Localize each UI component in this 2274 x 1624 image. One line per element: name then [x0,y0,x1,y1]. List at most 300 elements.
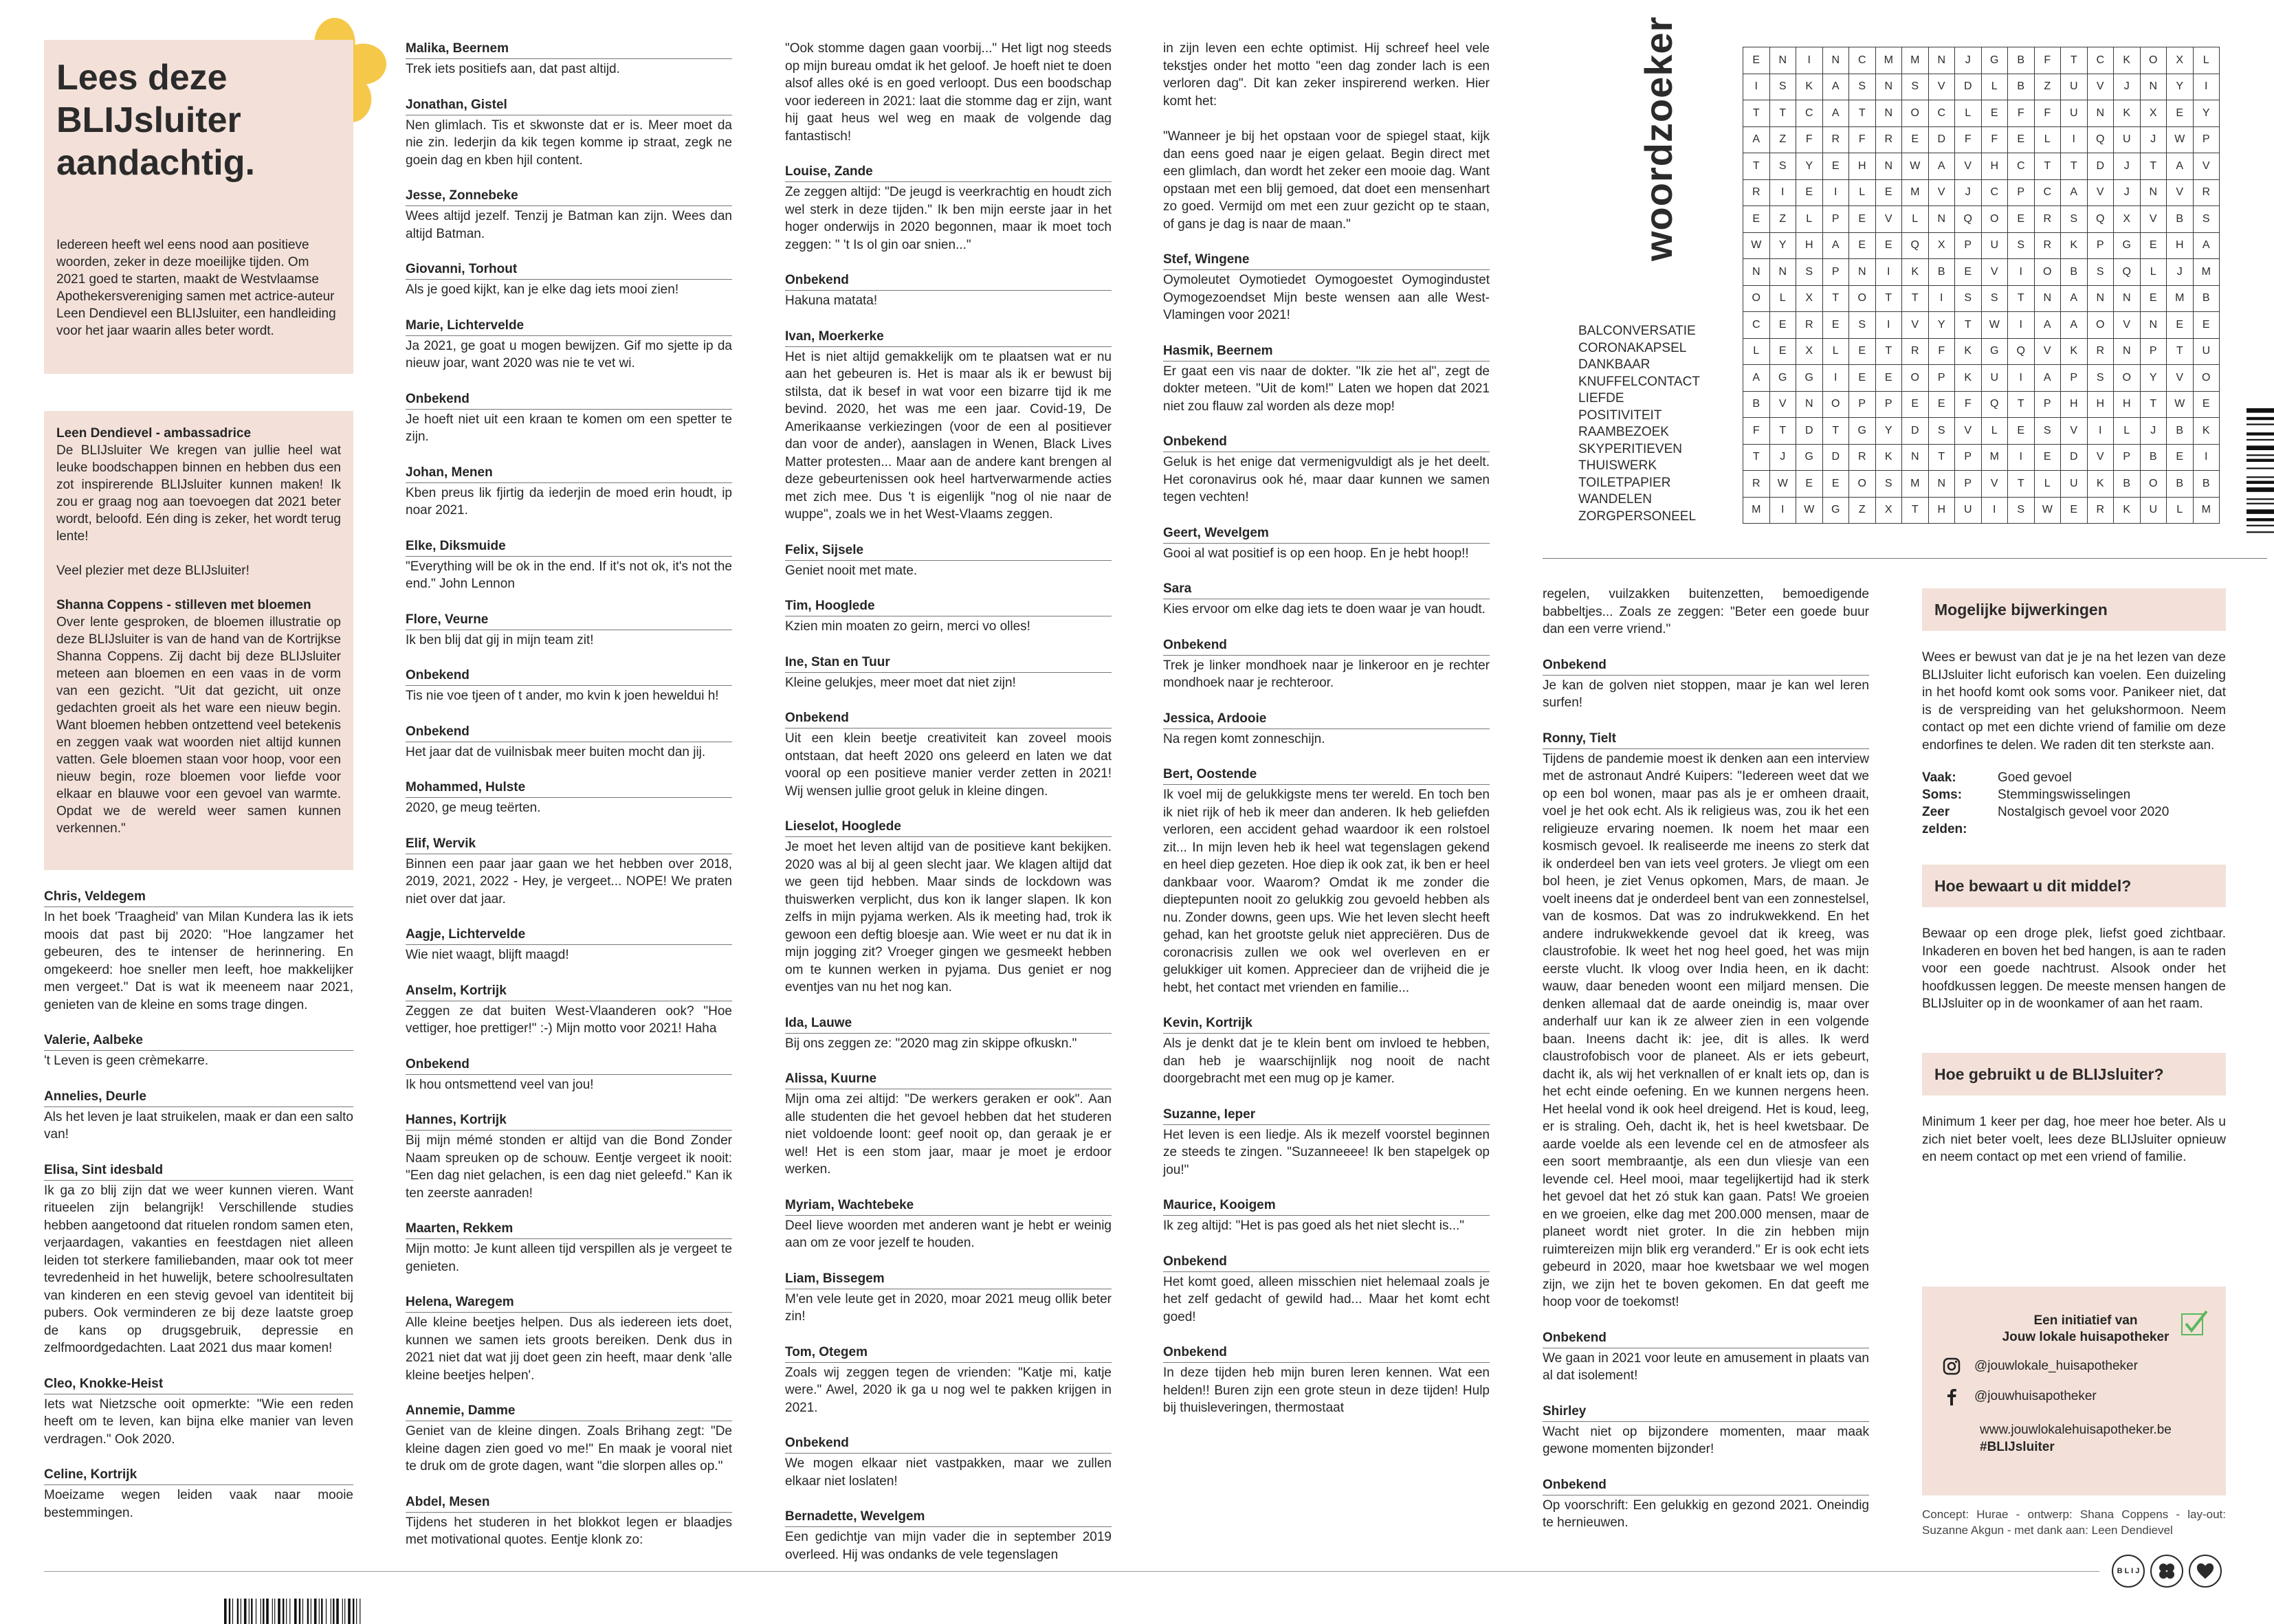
website-link[interactable]: www.jouwlokalehuisapotheker.be [1980,1423,2172,1437]
grid-letter[interactable]: S [2061,206,2088,233]
grid-letter[interactable]: T [1743,444,1770,471]
grid-letter[interactable]: N [2087,285,2114,312]
grid-letter[interactable]: K [2193,418,2220,445]
grid-letter[interactable]: L [1981,74,2008,100]
grid-letter[interactable]: D [1902,418,1929,445]
grid-letter[interactable]: O [1902,365,1929,392]
grid-letter[interactable]: N [2114,338,2141,365]
grid-letter[interactable]: S [1928,418,1955,445]
grid-letter[interactable]: E [2008,126,2035,153]
grid-letter[interactable]: T [1743,100,1770,127]
grid-letter[interactable]: J [2114,153,2141,180]
grid-letter[interactable]: R [2034,232,2061,259]
grid-letter[interactable]: T [2008,285,2035,312]
grid-letter[interactable]: V [1928,74,1955,100]
grid-letter[interactable]: X [1796,285,1823,312]
grid-letter[interactable]: I [1822,179,1849,206]
grid-letter[interactable]: L [2034,126,2061,153]
grid-letter[interactable]: E [1981,100,2008,127]
grid-letter[interactable]: T [1822,418,1849,445]
grid-letter[interactable]: D [1796,418,1823,445]
grid-letter[interactable]: P [1955,471,1982,498]
grid-letter[interactable]: E [1822,153,1849,180]
grid-letter[interactable]: V [2114,312,2141,339]
grid-letter[interactable]: L [1849,179,1876,206]
grid-letter[interactable]: B [2167,206,2194,233]
grid-letter[interactable]: W [1743,232,1770,259]
grid-letter[interactable]: N [2034,285,2061,312]
grid-letter[interactable]: P [1822,206,1849,233]
grid-letter[interactable]: I [1796,47,1823,74]
grid-letter[interactable]: B [2140,444,2167,471]
grid-letter[interactable]: E [2140,285,2167,312]
grid-letter[interactable]: K [1955,365,1982,392]
grid-letter[interactable]: T [1769,418,1796,445]
grid-letter[interactable]: Z [1769,206,1796,233]
grid-letter[interactable]: P [2061,365,2088,392]
grid-letter[interactable]: F [2034,100,2061,127]
grid-letter[interactable]: K [1796,74,1823,100]
grid-letter[interactable]: J [1955,179,1982,206]
grid-letter[interactable]: T [2061,153,2088,180]
grid-letter[interactable]: K [2061,338,2088,365]
grid-letter[interactable]: E [2193,391,2220,418]
grid-letter[interactable]: C [1849,47,1876,74]
grid-letter[interactable]: T [2167,338,2194,365]
grid-letter[interactable]: A [1743,126,1770,153]
grid-letter[interactable]: N [1743,259,1770,286]
grid-letter[interactable]: L [2034,471,2061,498]
facebook-link[interactable] [1943,1387,2097,1406]
grid-letter[interactable]: B [2008,47,2035,74]
grid-letter[interactable]: O [1849,285,1876,312]
grid-letter[interactable]: G [1769,365,1796,392]
grid-letter[interactable]: Q [2087,206,2114,233]
grid-letter[interactable]: M [1875,47,1902,74]
grid-letter[interactable]: L [2193,47,2220,74]
grid-letter[interactable]: E [1875,179,1902,206]
grid-letter[interactable]: M [1902,47,1929,74]
grid-letter[interactable]: L [1822,338,1849,365]
grid-letter[interactable]: L [2140,259,2167,286]
grid-letter[interactable]: H [1849,153,1876,180]
grid-letter[interactable]: B [2167,418,2194,445]
grid-letter[interactable]: M [1981,444,2008,471]
grid-letter[interactable]: T [1928,444,1955,471]
grid-letter[interactable]: N [1928,206,1955,233]
grid-letter[interactable]: H [2114,391,2141,418]
grid-letter[interactable]: D [1955,74,1982,100]
grid-letter[interactable]: E [1743,206,1770,233]
grid-letter[interactable]: S [1769,74,1796,100]
grid-letter[interactable]: E [2167,312,2194,339]
grid-letter[interactable]: K [2114,497,2141,524]
grid-letter[interactable]: P [2140,338,2167,365]
grid-letter[interactable]: S [2008,232,2035,259]
grid-letter[interactable]: O [1981,206,2008,233]
grid-letter[interactable]: N [1769,259,1796,286]
grid-letter[interactable]: N [2114,285,2141,312]
grid-letter[interactable]: N [1928,471,1955,498]
grid-letter[interactable]: E [1902,126,1929,153]
grid-letter[interactable]: T [1769,100,1796,127]
grid-letter[interactable]: O [1743,285,1770,312]
grid-letter[interactable]: T [2140,153,2167,180]
grid-letter[interactable]: Y [2167,74,2194,100]
grid-letter[interactable]: B [2193,471,2220,498]
grid-letter[interactable]: G [2114,232,2141,259]
grid-letter[interactable]: B [2114,471,2141,498]
grid-letter[interactable]: F [1796,126,1823,153]
grid-letter[interactable]: Y [1875,418,1902,445]
grid-letter[interactable]: J [2167,259,2194,286]
grid-letter[interactable]: B [2167,471,2194,498]
grid-letter[interactable]: X [1928,232,1955,259]
grid-letter[interactable]: T [1875,338,1902,365]
grid-letter[interactable]: P [2114,444,2141,471]
grid-letter[interactable]: E [1769,312,1796,339]
grid-letter[interactable]: T [1902,285,1929,312]
grid-letter[interactable]: R [2193,179,2220,206]
grid-letter[interactable]: P [2008,179,2035,206]
instagram-link[interactable] [1943,1357,2138,1376]
grid-letter[interactable]: W [1981,312,2008,339]
grid-letter[interactable]: E [1849,232,1876,259]
grid-letter[interactable]: X [2114,206,2141,233]
grid-letter[interactable]: D [2087,153,2114,180]
grid-letter[interactable]: E [1849,338,1876,365]
grid-letter[interactable]: E [2167,444,2194,471]
grid-letter[interactable]: L [1769,285,1796,312]
grid-letter[interactable]: K [1955,338,1982,365]
grid-letter[interactable]: U [1981,365,2008,392]
grid-letter[interactable]: T [1875,285,1902,312]
grid-letter[interactable]: V [2087,444,2114,471]
grid-letter[interactable]: R [2087,497,2114,524]
grid-letter[interactable]: E [2061,497,2088,524]
grid-letter[interactable]: V [2087,74,2114,100]
grid-letter[interactable]: E [2008,418,2035,445]
grid-letter[interactable]: M [1902,179,1929,206]
grid-letter[interactable]: S [2087,365,2114,392]
grid-letter[interactable]: V [2167,179,2194,206]
grid-letter[interactable]: M [2193,259,2220,286]
grid-letter[interactable]: Y [1796,153,1823,180]
grid-letter[interactable]: I [1928,285,1955,312]
grid-letter[interactable]: W [1796,497,1823,524]
grid-letter[interactable]: Q [2114,259,2141,286]
grid-letter[interactable]: M [2193,497,2220,524]
grid-letter[interactable]: L [1981,418,2008,445]
grid-letter[interactable]: N [1769,47,1796,74]
grid-letter[interactable]: R [2087,338,2114,365]
grid-letter[interactable]: K [1875,444,1902,471]
grid-letter[interactable]: N [1875,100,1902,127]
grid-letter[interactable]: G [1796,444,1823,471]
grid-letter[interactable]: P [1955,232,1982,259]
grid-letter[interactable]: Z [2034,74,2061,100]
grid-letter[interactable]: J [2114,74,2141,100]
grid-letter[interactable]: T [1902,497,1929,524]
grid-letter[interactable]: N [1928,47,1955,74]
grid-letter[interactable]: I [2008,365,2035,392]
grid-letter[interactable]: J [2114,179,2141,206]
grid-letter[interactable]: C [2034,179,2061,206]
grid-letter[interactable]: M [1902,471,1929,498]
grid-letter[interactable]: S [1955,285,1982,312]
grid-letter[interactable]: B [1743,391,1770,418]
grid-letter[interactable]: O [2140,471,2167,498]
grid-letter[interactable]: Y [2193,100,2220,127]
grid-letter[interactable]: H [1928,497,1955,524]
grid-letter[interactable]: T [1955,312,1982,339]
grid-letter[interactable]: U [2114,126,2141,153]
grid-letter[interactable]: E [1796,179,1823,206]
grid-letter[interactable]: F [1955,391,1982,418]
grid-letter[interactable]: O [2034,259,2061,286]
grid-letter[interactable]: I [2193,444,2220,471]
grid-letter[interactable]: B [2061,259,2088,286]
grid-letter[interactable]: W [2034,497,2061,524]
grid-letter[interactable]: K [1902,259,1929,286]
grid-letter[interactable]: T [1822,285,1849,312]
grid-letter[interactable]: R [1902,338,1929,365]
grid-letter[interactable]: O [1822,391,1849,418]
grid-letter[interactable]: A [2061,285,2088,312]
grid-letter[interactable]: E [1822,471,1849,498]
grid-letter[interactable]: I [2008,259,2035,286]
grid-letter[interactable]: V [2140,206,2167,233]
grid-letter[interactable]: T [1743,153,1770,180]
grid-letter[interactable]: A [2061,312,2088,339]
grid-letter[interactable]: F [1981,126,2008,153]
grid-letter[interactable]: K [2114,47,2141,74]
grid-letter[interactable]: V [2061,418,2088,445]
grid-letter[interactable]: R [1743,179,1770,206]
grid-letter[interactable]: I [1743,74,1770,100]
grid-letter[interactable]: U [2061,100,2088,127]
grid-letter[interactable]: V [1955,153,1982,180]
grid-letter[interactable]: R [1743,471,1770,498]
grid-letter[interactable]: K [2061,232,2088,259]
grid-letter[interactable]: L [2114,418,2141,445]
grid-letter[interactable]: J [2140,418,2167,445]
grid-letter[interactable]: E [1822,312,1849,339]
grid-letter[interactable]: F [1743,418,1770,445]
grid-letter[interactable]: L [1902,206,1929,233]
grid-letter[interactable]: V [1955,418,1982,445]
grid-letter[interactable]: P [1849,391,1876,418]
grid-letter[interactable]: C [1743,312,1770,339]
grid-letter[interactable]: I [1769,497,1796,524]
grid-letter[interactable]: L [1955,100,1982,127]
grid-letter[interactable]: Y [2140,365,2167,392]
grid-letter[interactable]: A [2167,153,2194,180]
grid-letter[interactable]: V [1928,179,1955,206]
grid-letter[interactable]: T [2140,391,2167,418]
grid-letter[interactable]: O [2193,365,2220,392]
grid-letter[interactable]: I [1822,365,1849,392]
grid-letter[interactable]: S [1875,471,1902,498]
grid-letter[interactable]: S [1796,259,1823,286]
grid-letter[interactable]: R [1822,126,1849,153]
grid-letter[interactable]: F [2008,100,2035,127]
grid-letter[interactable]: J [1955,47,1982,74]
grid-letter[interactable]: E [1849,206,1876,233]
grid-letter[interactable]: E [1769,338,1796,365]
grid-letter[interactable]: H [2087,391,2114,418]
grid-letter[interactable]: I [1875,312,1902,339]
grid-letter[interactable]: T [2061,47,2088,74]
grid-letter[interactable]: V [2167,365,2194,392]
grid-letter[interactable]: S [1849,74,1876,100]
grid-letter[interactable]: X [1875,497,1902,524]
grid-letter[interactable]: P [2193,126,2220,153]
grid-letter[interactable]: J [1769,444,1796,471]
grid-letter[interactable]: E [1928,391,1955,418]
grid-letter[interactable]: J [2140,126,2167,153]
grid-letter[interactable]: O [2140,47,2167,74]
grid-letter[interactable]: X [2140,100,2167,127]
grid-letter[interactable]: X [2167,47,2194,74]
grid-letter[interactable]: B [1928,259,1955,286]
grid-letter[interactable]: W [1769,471,1796,498]
grid-letter[interactable]: O [2114,365,2141,392]
grid-letter[interactable]: S [2008,497,2035,524]
grid-letter[interactable]: E [1875,232,1902,259]
grid-letter[interactable]: S [1769,153,1796,180]
grid-letter[interactable]: N [2087,100,2114,127]
grid-letter[interactable]: V [1769,391,1796,418]
grid-letter[interactable]: I [2008,312,2035,339]
grid-letter[interactable]: B [2193,285,2220,312]
grid-letter[interactable]: T [2008,391,2035,418]
grid-letter[interactable]: U [1981,232,2008,259]
grid-letter[interactable]: R [1796,312,1823,339]
grid-letter[interactable]: K [2087,471,2114,498]
grid-letter[interactable]: N [2140,312,2167,339]
grid-letter[interactable]: A [1928,153,1955,180]
grid-letter[interactable]: U [2061,471,2088,498]
grid-letter[interactable]: U [2061,74,2088,100]
grid-letter[interactable]: Q [1981,391,2008,418]
grid-letter[interactable]: L [1796,206,1823,233]
grid-letter[interactable]: N [1822,47,1849,74]
grid-letter[interactable]: S [2034,418,2061,445]
grid-letter[interactable]: P [1822,259,1849,286]
grid-letter[interactable]: P [1928,365,1955,392]
grid-letter[interactable]: N [1796,391,1823,418]
grid-letter[interactable]: C [1981,179,2008,206]
grid-letter[interactable]: C [1928,100,1955,127]
grid-letter[interactable]: V [1981,471,2008,498]
grid-letter[interactable]: H [1981,153,2008,180]
grid-letter[interactable]: V [2034,338,2061,365]
grid-letter[interactable]: W [2167,391,2194,418]
grid-letter[interactable]: O [1902,100,1929,127]
grid-letter[interactable]: B [2008,74,2035,100]
grid-letter[interactable]: I [2061,126,2088,153]
grid-letter[interactable]: A [2034,312,2061,339]
grid-letter[interactable]: H [2167,232,2194,259]
grid-letter[interactable]: E [2193,312,2220,339]
grid-letter[interactable]: A [1743,365,1770,392]
grid-letter[interactable]: R [1849,444,1876,471]
grid-letter[interactable]: E [1955,259,1982,286]
grid-letter[interactable]: L [2167,497,2194,524]
grid-letter[interactable]: V [2087,179,2114,206]
grid-letter[interactable]: E [1849,365,1876,392]
grid-letter[interactable]: E [1796,471,1823,498]
grid-letter[interactable]: F [2034,47,2061,74]
grid-letter[interactable]: U [1955,497,1982,524]
grid-letter[interactable]: G [1981,47,2008,74]
grid-letter[interactable]: O [2087,312,2114,339]
grid-letter[interactable]: E [1743,47,1770,74]
grid-letter[interactable]: U [2193,338,2220,365]
grid-letter[interactable]: D [1822,444,1849,471]
grid-letter[interactable]: R [2034,206,2061,233]
grid-letter[interactable]: G [1822,497,1849,524]
grid-letter[interactable]: W [1902,153,1929,180]
grid-letter[interactable]: G [1796,365,1823,392]
grid-letter[interactable]: Z [1769,126,1796,153]
grid-letter[interactable]: H [1796,232,1823,259]
grid-letter[interactable]: I [2008,444,2035,471]
grid-letter[interactable]: Y [1769,232,1796,259]
grid-letter[interactable]: Q [1955,206,1982,233]
grid-letter[interactable]: V [1875,206,1902,233]
grid-letter[interactable]: N [2140,74,2167,100]
grid-letter[interactable]: Q [2087,126,2114,153]
grid-letter[interactable]: S [1902,74,1929,100]
grid-letter[interactable]: Z [1849,497,1876,524]
grid-letter[interactable]: E [1902,391,1929,418]
grid-letter[interactable]: N [1875,74,1902,100]
grid-letter[interactable]: M [2167,285,2194,312]
grid-letter[interactable]: A [1822,74,1849,100]
grid-letter[interactable]: Q [1902,232,1929,259]
grid-letter[interactable]: A [2034,365,2061,392]
grid-letter[interactable]: A [2193,232,2220,259]
grid-letter[interactable]: S [2193,206,2220,233]
grid-letter[interactable]: A [1822,100,1849,127]
grid-letter[interactable]: H [2061,391,2088,418]
grid-letter[interactable]: G [1981,338,2008,365]
grid-letter[interactable]: I [1769,179,1796,206]
grid-letter[interactable]: P [2087,232,2114,259]
grid-letter[interactable]: E [2167,100,2194,127]
grid-letter[interactable]: P [1875,391,1902,418]
grid-letter[interactable]: S [1981,285,2008,312]
grid-letter[interactable]: C [2087,47,2114,74]
grid-letter[interactable]: X [1796,338,1823,365]
grid-letter[interactable]: K [2114,100,2141,127]
grid-letter[interactable]: E [2140,232,2167,259]
grid-letter[interactable]: A [1822,232,1849,259]
grid-letter[interactable]: D [2061,444,2088,471]
grid-letter[interactable]: P [1955,444,1982,471]
grid-letter[interactable]: G [1849,418,1876,445]
grid-letter[interactable]: R [1875,126,1902,153]
grid-letter[interactable]: I [2193,74,2220,100]
grid-letter[interactable]: D [1928,126,1955,153]
grid-letter[interactable]: F [1955,126,1982,153]
grid-letter[interactable]: E [2034,444,2061,471]
grid-letter[interactable]: T [1849,100,1876,127]
grid-letter[interactable]: P [2034,391,2061,418]
grid-letter[interactable]: N [1902,444,1929,471]
